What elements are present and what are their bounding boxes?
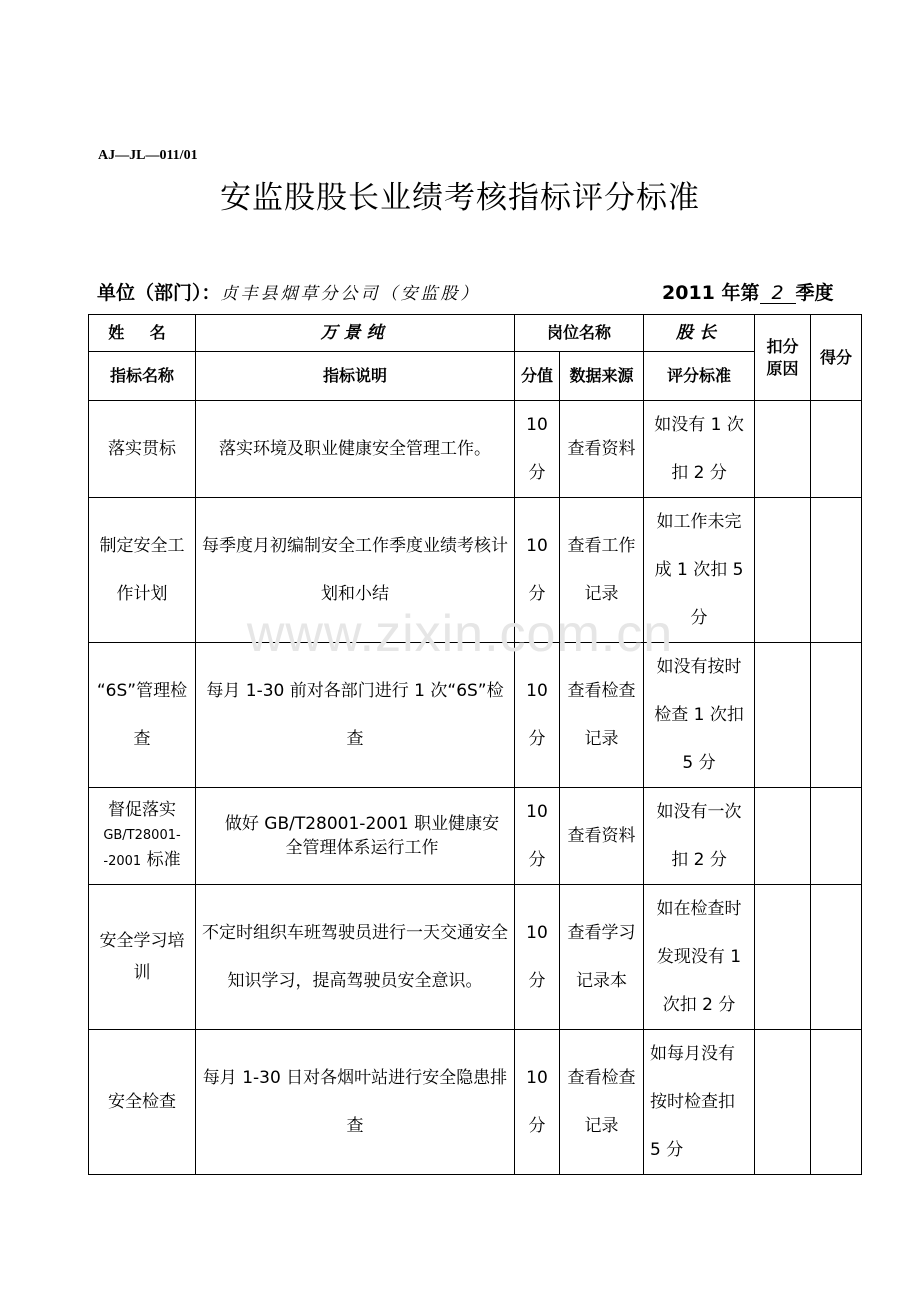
data-source-header: 数据来源: [560, 352, 644, 401]
unit-line: [97, 278, 481, 305]
document-code: AJ—JL—011/01: [98, 148, 198, 163]
score-cell: [811, 885, 862, 1030]
criteria-header: 评分标准: [644, 352, 755, 401]
points-value: 10分: [515, 401, 560, 498]
deduct-reason-cell: [755, 788, 811, 885]
deduct-reason-cell: [755, 401, 811, 498]
assessment-table: [88, 314, 862, 1175]
data-source: 查看资料: [560, 788, 644, 885]
period-suffix: 季度: [795, 282, 834, 304]
points-value: 10分: [515, 643, 560, 788]
header-row-2: [89, 352, 862, 401]
deduct-reason-cell: [755, 643, 811, 788]
points-value: 10分: [515, 498, 560, 643]
score-cell: [811, 643, 862, 788]
indicator-name-sub: [92, 822, 192, 874]
criteria: 如在检查时发现没有 1 次扣 2 分: [644, 885, 755, 1030]
indicator-name: 制定安全工作计划: [89, 498, 196, 643]
points-value: 10分: [515, 788, 560, 885]
standard-code: GB/T28001--2001: [103, 828, 181, 869]
table-row: [89, 643, 862, 788]
score-cell: [811, 498, 862, 643]
score-cell: [811, 1030, 862, 1175]
header-row-1: [89, 315, 862, 352]
post-label-cell: 岗位名称: [515, 315, 644, 352]
data-source: 查看检查记录: [560, 1030, 644, 1175]
points-header: 分值: [515, 352, 560, 401]
criteria: 如工作未完成 1 次扣 5 分: [644, 498, 755, 643]
criteria: 如每月没有按时检查扣 5 分: [644, 1030, 755, 1175]
table-row: [89, 1030, 862, 1175]
period-line: [662, 278, 834, 305]
data-source: 查看检查记录: [560, 643, 644, 788]
indicator-name: 落实贯标: [89, 401, 196, 498]
unit-value: 贞丰县烟草分公司（安监股）: [220, 284, 481, 304]
score-header: 得分: [811, 315, 862, 401]
data-source: 查看学习记录本: [560, 885, 644, 1030]
criteria: 如没有一次扣 2 分: [644, 788, 755, 885]
data-source: 查看工作记录: [560, 498, 644, 643]
name-label-cell: 姓 名: [89, 315, 196, 352]
indicator-desc: 不定时组织车班驾驶员进行一天交通安全知识学习，提高驾驶员安全意识。: [196, 885, 515, 1030]
table-row: [89, 498, 862, 643]
indicator-name-tail: 标准: [146, 850, 181, 870]
score-cell: [811, 401, 862, 498]
quarter-value: 2: [760, 283, 796, 304]
indicator-name: 安全学习培训: [89, 885, 196, 1030]
table-row: [89, 788, 862, 885]
table-row: [89, 401, 862, 498]
indicator-desc: 落实环境及职业健康安全管理工作。: [196, 401, 515, 498]
table-row: [89, 885, 862, 1030]
unit-label: 单位（部门）：: [97, 282, 221, 304]
indicator-name: “6S”管理检查: [89, 643, 196, 788]
deduct-reason-header: 扣分原因: [755, 315, 811, 401]
indicator-desc-header: 指标说明: [196, 352, 515, 401]
indicator-name: [89, 788, 196, 885]
points-value: 10分: [515, 1030, 560, 1175]
indicator-desc: 做好 GB/T28001-2001 职业健康安全管理体系运行工作: [196, 788, 515, 885]
points-value: 10分: [515, 885, 560, 1030]
deduct-reason-cell: [755, 885, 811, 1030]
watermark: www.zixin.com.cn: [246, 605, 674, 663]
score-cell: [811, 788, 862, 885]
data-source: 查看资料: [560, 401, 644, 498]
deduct-reason-cell: [755, 498, 811, 643]
criteria: 如没有 1 次扣 2 分: [644, 401, 755, 498]
indicator-name-main: 督促落实: [108, 800, 176, 820]
indicator-name: 安全检查: [89, 1030, 196, 1175]
deduct-reason-cell: [755, 1030, 811, 1175]
period-prefix: 2011 年第: [662, 282, 760, 304]
indicator-desc: 每月 1-30 前对各部门进行 1 次“6S”检查: [196, 643, 515, 788]
indicator-name-header: 指标名称: [89, 352, 196, 401]
page-title: 安监股股长业绩考核指标评分标准: [220, 180, 700, 216]
name-value-cell: 万景纯: [196, 315, 515, 352]
criteria: 如没有按时检查 1 次扣 5 分: [644, 643, 755, 788]
post-value-cell: 股长: [644, 315, 755, 352]
indicator-desc: 每季度月初编制安全工作季度业绩考核计划和小结: [196, 498, 515, 643]
indicator-desc: 每月 1-30 日对各烟叶站进行安全隐患排查: [196, 1030, 515, 1175]
